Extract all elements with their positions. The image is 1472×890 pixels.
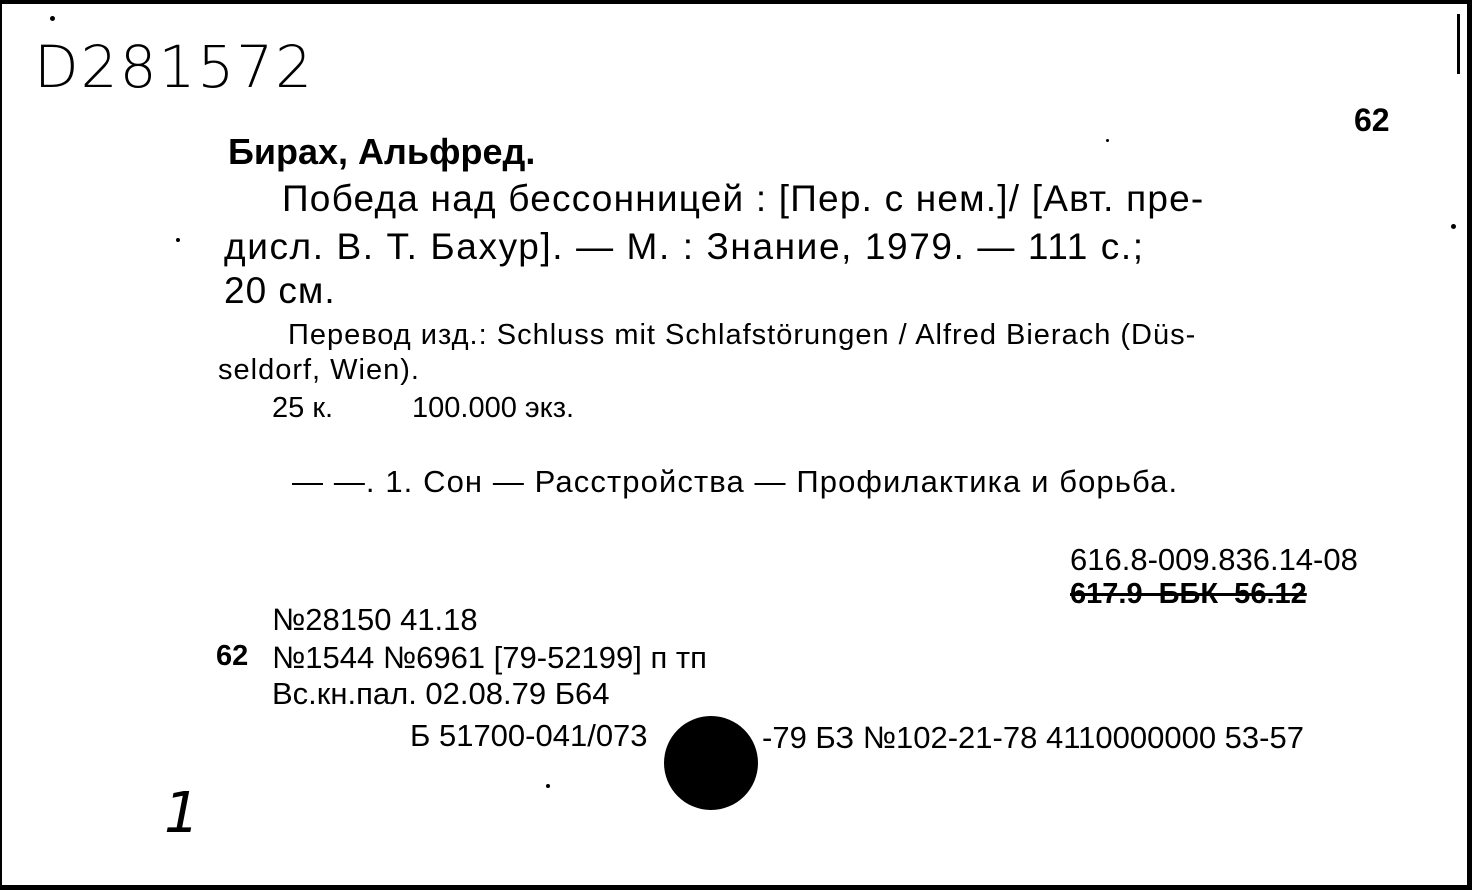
registration-line-4-tail: -79 БЗ №102-21-78 4110000000 53-57 [762, 720, 1304, 755]
registration-line-2: №1544 №6961 [79-52199] п тп [272, 640, 707, 675]
speck [546, 784, 550, 788]
print-run: 100.000 экз. [412, 392, 575, 424]
speck [1106, 139, 1109, 142]
title-line-2: дисл. В. Т. Бахур]. — М. : Знание, 1979. — 111 с.; [224, 226, 1145, 267]
registration-line-1: №28150 41.18 [272, 602, 478, 637]
edge-mark [1457, 14, 1460, 74]
shelf-number: 62 [1354, 102, 1390, 138]
title-line-1: Победа над бессонницей : [Пер. с нем.]/ [Авт. пре- [282, 178, 1205, 219]
registration-line-3: Вс.кн.пал. 02.08.79 Б64 [272, 676, 610, 711]
speck [50, 16, 55, 21]
speck [1451, 224, 1456, 229]
note-line-2: seldorf, Wien). [218, 354, 420, 386]
title-line-3: 20 см. [224, 270, 336, 311]
udc-index-struck: 617.9 ББК 56.12 [1070, 578, 1307, 610]
inventory-number: D281572 [34, 33, 315, 101]
price: 25 к. [272, 392, 334, 424]
subject-headings: — —. 1. Сон — Расстройства — Профилактика и борьба. [292, 464, 1179, 499]
handwritten-mark: 1 [164, 781, 200, 846]
speck [176, 238, 180, 242]
punch-hole [664, 716, 758, 810]
udc-index: 616.8-009.836.14-08 [1070, 542, 1358, 577]
note-line-1: Перевод изд.: Schluss mit Schlafstörungen / Alfred Bierach (Düs- [288, 319, 1197, 351]
author-heading: Бирах, Альфред. [228, 131, 536, 172]
registration-prefix: 62 [216, 640, 249, 672]
registration-line-4: Б 51700-041/073 [410, 718, 648, 753]
